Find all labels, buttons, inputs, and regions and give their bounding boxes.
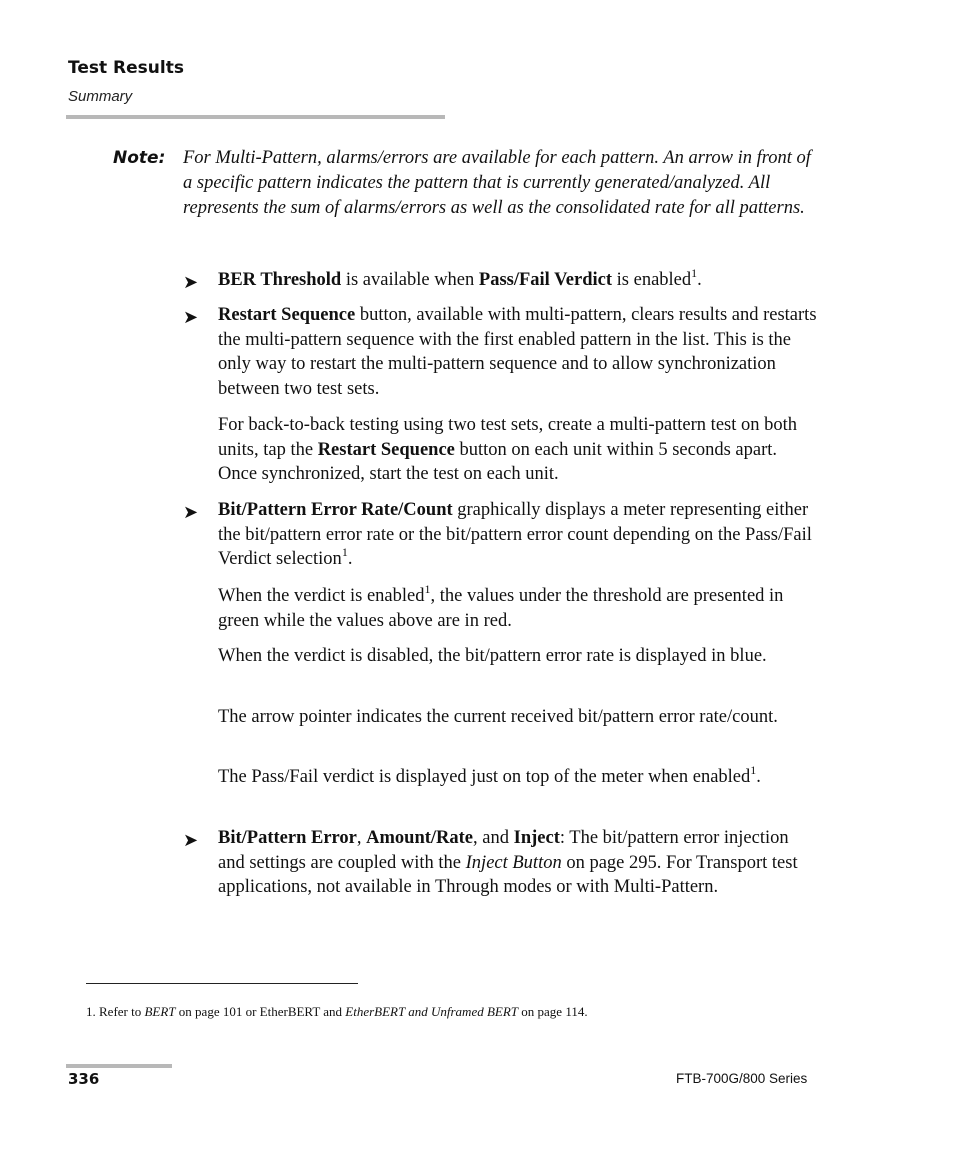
bit-pattern-error-term: Bit/Pattern Error [218,828,357,848]
bullet-arrow-icon: ➤ [183,830,199,850]
footnote-ref: 1 [750,762,757,777]
note-label: Note: [113,148,166,168]
bert-link[interactable]: BERT [144,1004,176,1019]
footer-divider [66,1064,172,1068]
note-text: For Multi-Pattern, alarms/errors are available for each pattern. An arrow in front of a specific pattern indicates the pattern that is currently generated/analyzed. All represents the sum of alarms/errors as well as the consolidated rate for all patterns. [183,148,811,218]
error-meter-paragraph: Bit/Pattern Error Rate/Count graphically displays a meter representing either the bit/pattern error rate or the bit/pattern error count depending on the Pass/Fail Verdict selection$^1$. [218,500,812,570]
pass-fail-verdict-term: Pass/Fail Verdict [478,270,613,290]
section-subtitle: Summary [68,88,133,105]
inject-term: Inject [513,828,560,848]
restart-sequence-paragraph: Restart Sequence button, available with multi-pattern, clears results and restarts the multi-pattern sequence with the first enabled pattern in the list. This is the only way to restart the multi-pattern sequence and to allow synchronization between two test sets. [218,305,817,400]
restart-sequence-term: Restart Sequence [218,305,356,325]
section-title: Test Results [68,58,184,78]
footnote-ref: 1 [424,581,431,596]
bullet-arrow-icon: ➤ [183,307,199,327]
page-number: 336 [68,1070,100,1088]
footnote: 1. Refer to BERT on page 101 or EtherBERT and EtherBERT and Unframed BERT on page 114. [86,1004,588,1019]
header-divider [66,115,445,119]
restart-sequence-term: Restart Sequence [317,439,455,460]
verdict-display-paragraph: The Pass/Fail verdict is displayed just on top of the meter when enabled$^1$. [218,762,761,787]
bullet-arrow-icon: ➤ [183,502,199,522]
footnote-divider [86,983,358,984]
ber-threshold-term: BER Threshold [218,270,342,290]
verdict-disabled-paragraph: When the verdict is disabled, the bit/pattern error rate is displayed in blue. [218,646,767,666]
product-series: FTB-700G/800 Series [676,1071,808,1086]
footnote-ref: 1 [691,265,698,280]
ber-threshold-paragraph: BER Threshold is available when Pass/Fail Verdict is enabled$^1$. [218,265,702,290]
back-to-back-paragraph: For back-to-back testing using two test sets, create a multi-pattern test on both units, tap the Restart Sequence button on each unit within 5 seconds apart. Once synchronized, start the test on each unit. [218,415,798,485]
error-injection-paragraph: Bit/Pattern Error, Amount/Rate, and Inject: The bit/pattern error injection and settings are coupled with the Inject Button on page 295. For Transport test applications, not available in Through modes or with Multi-Pattern. [218,828,798,898]
arrow-pointer-paragraph: The arrow pointer indicates the current received bit/pattern error rate/count. [218,707,778,727]
error-rate-count-term: Bit/Pattern Error Rate/Count [218,500,453,520]
verdict-enabled-paragraph: When the verdict is enabled$^1$, the values under the threshold are presented in green while the values above are in red. [218,581,784,631]
inject-button-link[interactable]: Inject Button [465,852,562,873]
amount-rate-term: Amount/Rate [366,828,474,848]
etherbert-link[interactable]: EtherBERT and Unframed BERT [345,1004,519,1019]
footnote-ref: 1 [341,545,348,560]
bullet-arrow-icon: ➤ [183,272,199,292]
